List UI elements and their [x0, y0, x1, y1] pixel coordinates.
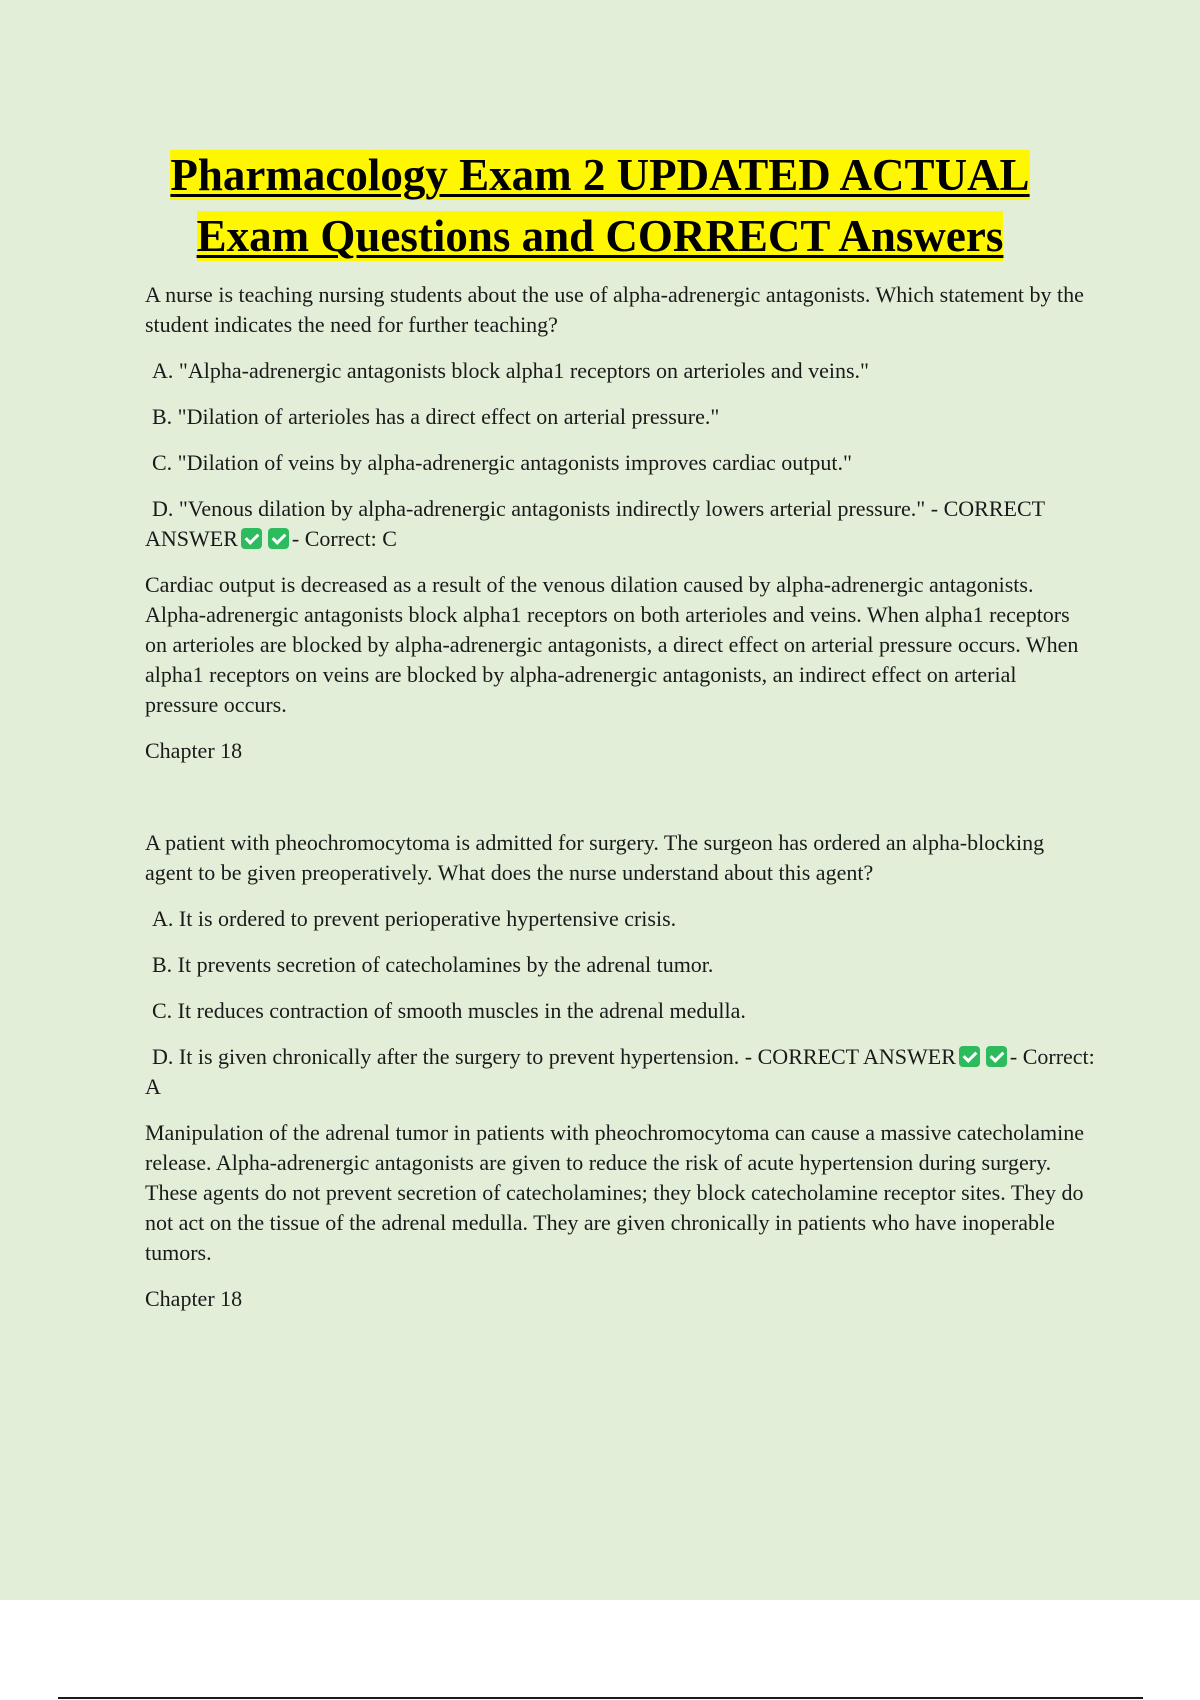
check-box-icon — [959, 1046, 980, 1067]
check-box-icon — [241, 528, 262, 549]
option-b: B. "Dilation of arterioles has a direct effect on arterial pressure." — [152, 404, 720, 429]
question-text: A patient with pheochromocytoma is admitted for surgery. The surgeon has ordered an alpha-blocking agent to be given preoperatively. What does the nurse understand about this agent? — [145, 830, 1045, 885]
correct-answer: - Correct: A — [145, 1044, 1095, 1099]
option-b: B. It prevents secretion of catecholamines by the adrenal tumor. — [152, 952, 714, 977]
check-box-icon — [986, 1046, 1007, 1067]
option-a: A. It is ordered to prevent perioperative hypertensive crisis. — [152, 906, 677, 931]
chapter-reference: Chapter 18 — [145, 738, 243, 763]
option-d-text: D. "Venous dilation by alpha-adrenergic antagonists indirectly lowers arterial pressure." - CORRECT ANSWER — [145, 496, 1045, 551]
chapter-reference: Chapter 18 — [145, 1286, 243, 1311]
question-spacer — [145, 766, 1095, 828]
title-line-1: Pharmacology Exam 2 UPDATED ACTUAL — [170, 150, 1030, 200]
check-box-icon — [268, 528, 289, 549]
document-title — [100, 145, 1100, 267]
footer-divider — [58, 1697, 1143, 1699]
answer-explanation: Manipulation of the adrenal tumor in patients with pheochromocytoma can cause a massive catecholamine release. Alpha-adrenergic antagonists are given to reduce the risk of acute hypertension during surgery. These agents do not prevent secretion of catecholamines; they block catecholamine receptor sites. They do not act on the tissue of the adrenal medulla. They are given chronically in patients who have inoperable tumors. — [145, 1120, 1084, 1265]
title-line-2: Exam Questions and CORRECT Answers — [196, 211, 1004, 261]
option-d — [145, 1042, 1095, 1102]
document-content — [145, 280, 1095, 1314]
question-2 — [145, 828, 1095, 1314]
question-1 — [145, 280, 1095, 766]
option-c: C. It reduces contraction of smooth muscles in the adrenal medulla. — [152, 998, 746, 1023]
option-d-text: D. It is given chronically after the surgery to prevent hypertension. - CORRECT ANSWER — [152, 1044, 956, 1069]
option-c: C. "Dilation of veins by alpha-adrenergic antagonists improves cardiac output." — [152, 450, 852, 475]
option-d — [145, 494, 1095, 554]
option-a: A. "Alpha-adrenergic antagonists block alpha1 receptors on arterioles and veins." — [152, 358, 870, 383]
answer-explanation: Cardiac output is decreased as a result of the venous dilation caused by alpha-adrenergic antagonists. Alpha-adrenergic antagonists block alpha1 receptors on both arterioles and veins. When alpha1 receptors on arterioles are blocked by alpha-adrenergic antagonists, a direct effect on arterial pressure occurs. When alpha1 receptors on veins are blocked by alpha-adrenergic antagonists, an indirect effect on arterial pressure occurs. — [145, 572, 1079, 717]
correct-answer: - Correct: C — [291, 526, 397, 551]
question-text: A nurse is teaching nursing students about the use of alpha-adrenergic antagonists. Which statement by the student indicates the need for further teaching? — [145, 282, 1084, 337]
